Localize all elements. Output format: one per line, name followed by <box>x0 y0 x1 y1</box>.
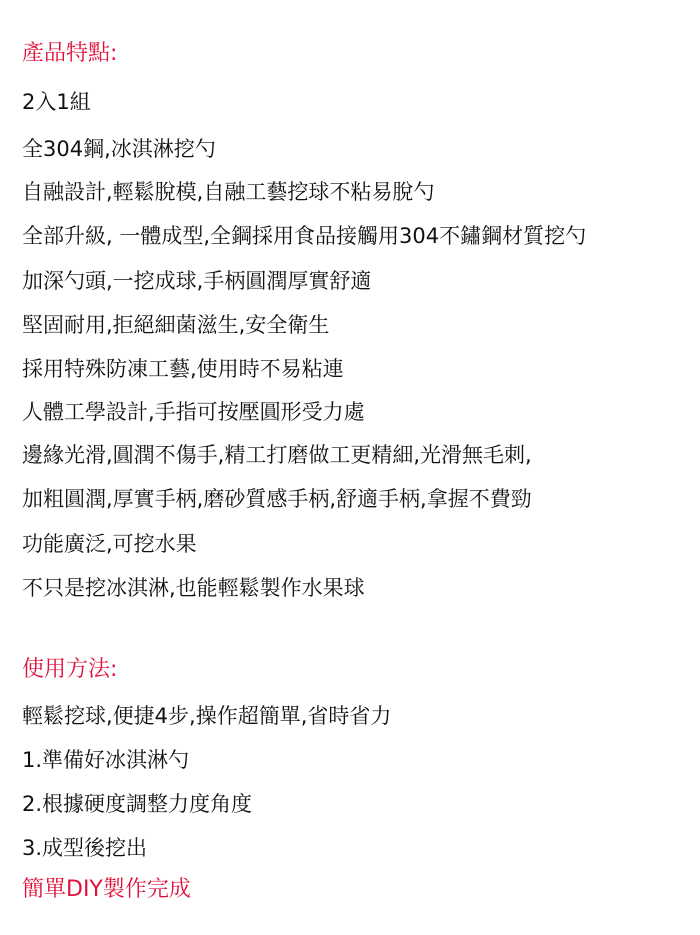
feature-line: 全304鋼,冰淇淋挖勺 <box>22 137 216 161</box>
feature-line: 不只是挖冰淇淋,也能輕鬆製作水果球 <box>22 576 365 600</box>
usage-line: 1.準備好冰淇淋勺 <box>22 748 190 772</box>
feature-line: 自融設計,輕鬆脫模,自融工藝挖球不粘易脫勺 <box>22 180 435 204</box>
feature-line: 2入1組 <box>22 90 91 114</box>
feature-line: 加深勺頭,一挖成球,手柄圓潤厚實舒適 <box>22 269 372 293</box>
features-heading: 產品特點: <box>22 41 118 66</box>
usage-heading: 使用方法: <box>22 657 118 682</box>
feature-line: 邊緣光滑,圓潤不傷手,精工打磨做工更精細,光滑無毛刺, <box>22 443 532 467</box>
usage-line: 2.根據硬度調整力度角度 <box>22 792 253 816</box>
feature-line: 加粗圓潤,厚實手柄,磨砂質感手柄,舒適手柄,拿握不費勁 <box>22 487 532 511</box>
feature-line: 全部升級, 一體成型,全鋼採用食品接觸用304不鏽鋼材質挖勺 <box>22 224 587 248</box>
feature-line: 人體工學設計,手指可按壓圓形受力處 <box>22 400 365 424</box>
usage-footer: 簡單DIY製作完成 <box>22 877 191 902</box>
usage-line: 輕鬆挖球,便捷4步,操作超簡單,省時省力 <box>22 704 392 728</box>
feature-line: 採用特殊防凍工藝,使用時不易粘連 <box>22 357 344 381</box>
usage-line: 3.成型後挖出 <box>22 836 148 860</box>
feature-line: 堅固耐用,拒絕細菌滋生,安全衛生 <box>22 313 330 337</box>
feature-line: 功能廣泛,可挖水果 <box>22 532 197 556</box>
